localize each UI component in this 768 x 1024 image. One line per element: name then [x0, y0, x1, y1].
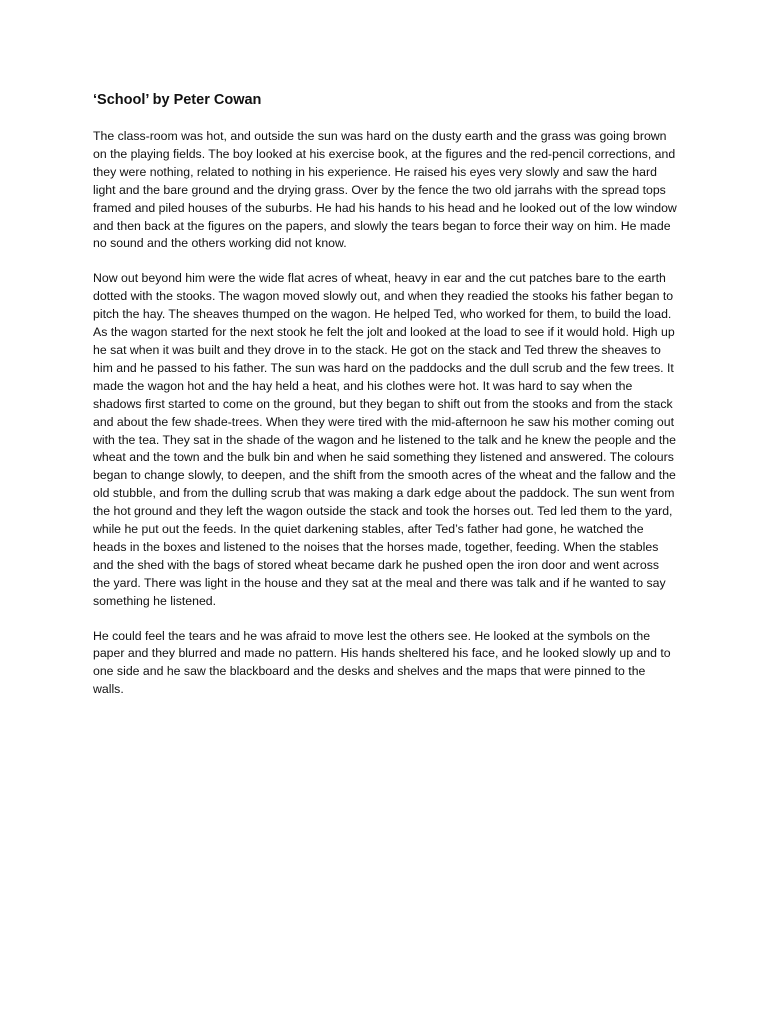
document-title: ‘School’ by Peter Cowan [93, 92, 262, 108]
paragraph-2: Now out beyond him were the wide flat acres of wheat, heavy in ear and the cut patches bare to the earth dotted with the stooks. The wagon moved slowly out, and when they readied the stooks his father began to pitch the hay. The sheaves thumped on the wagon. He helped Ted, who worked for them, to build the load. As the wagon started for the next stook he felt the jolt and looked at the load to see if it would hold. High up he sat when it was built and they drove in to the stack. He got on the stack and Ted threw the sheaves to him and he passed to his father. The sun was hard on the paddocks and the dull scrub and the few trees. It made the wagon hot and the hay held a heat, and his clothes were hot. It was hard to say when the shadows first started to come on the ground, but they began to shift out from the stooks and from the stack and about the few shade-trees. When they were tired with the mid-afternoon he saw his mother coming out with the tea. They sat in the shade of the wagon and he listened to the talk and he knew the people and the wheat and the town and the bulk bin and when he said something they listened and answered. The colours began to change slowly, to deepen, and the shift from the smooth acres of the wheat and the fallow and the old stubble, and from the dulling scrub that was making a dark edge about the paddock. The sun went from the hot ground and they left the wagon outside the stack and took the horses out. Ted led them to the yard, while he put out the feeds. In the quiet darkening stables, after Ted’s father had gone, he watched the heads in the boxes and listened to the noises that the horses made, together, feeding. When the stables and the shed with the bags of stored wheat became dark he pushed open the iron door and went across the yard. There was light in the house and they sat at the meal and there was talk and if he wanted to say something he listened. [93, 271, 676, 608]
paragraph-3: He could feel the tears and he was afraid to move lest the others see. He looked at the symbols on the paper and they blurred and made no pattern. His hands sheltered his face, and he looked slowly up and to one side and he saw the blackboard and the desks and shelves and the maps that were pinned to the walls. [93, 628, 671, 697]
document-body [93, 90, 678, 716]
paragraph-1: The class-room was hot, and outside the sun was hard on the dusty earth and the grass was going brown on the playing fields. The boy looked at his exercise book, at the figures and the red-pencil corrections, and they were nothing, related to nothing in his experience. He raised his eyes very slowly and saw the hard light and the bare ground and the drying grass. Over by the fence the two old jarrahs with the spread tops framed and piled houses of the suburbs. He had his hands to his head and he looked out of the low window and then back at the figures on the papers, and slowly the tears began to force their way on him. He made no sound and the others working did not know. [93, 129, 677, 251]
